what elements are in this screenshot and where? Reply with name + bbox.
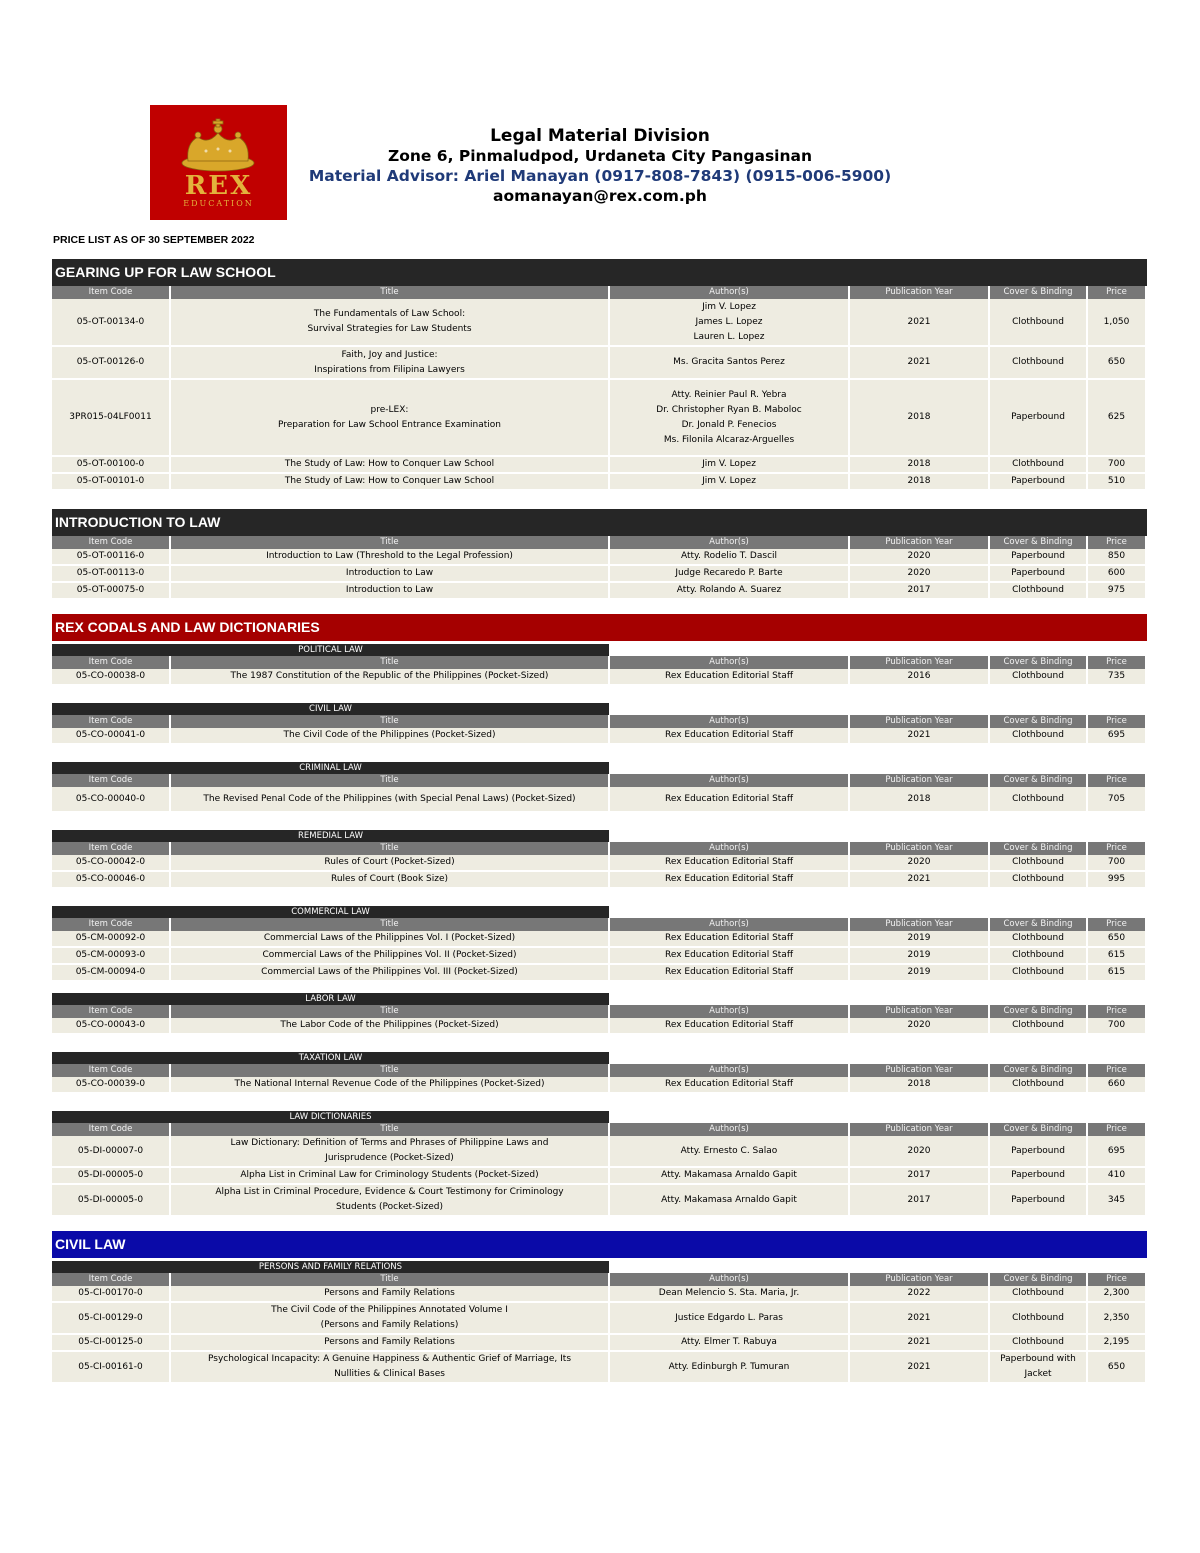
table-row <box>52 347 1145 380</box>
publication-year: 2021 <box>850 728 988 745</box>
table-row <box>52 1352 1145 1384</box>
col-publication-year: Publication Year <box>850 286 988 299</box>
title: The Study of Law: How to Conquer Law School <box>171 474 608 491</box>
authors: Rex Education Editorial Staff <box>610 948 848 965</box>
table-row <box>52 549 1145 566</box>
price: 735 <box>1088 669 1145 686</box>
title: The Civil Code of the Philippines Annotated Volume I (Persons and Family Relations) <box>171 1303 608 1335</box>
cover-binding: Paperbound <box>990 1168 1086 1185</box>
table-row <box>52 474 1145 491</box>
col-authors: Author(s) <box>610 1064 848 1077</box>
title: Introduction to Law <box>171 583 608 600</box>
table-row <box>52 583 1145 600</box>
item-code: 05-CO-00038-0 <box>52 669 169 686</box>
price: 2,300 <box>1088 1286 1145 1303</box>
col-item-code: Item Code <box>52 1123 169 1136</box>
col-price: Price <box>1088 656 1145 669</box>
authors: Dean Melencio S. Sta. Maria, Jr. <box>610 1286 848 1303</box>
address: Zone 6, Pinmaludpod, Urdaneta City Pangasinan <box>387 147 813 165</box>
item-code: 05-CI-00129-0 <box>52 1303 169 1335</box>
table-labor-law <box>50 1005 1147 1035</box>
table-criminal-law <box>50 774 1147 813</box>
col-price: Price <box>1088 1123 1145 1136</box>
price-list-date: PRICE LIST AS OF 30 SEPTEMBER 2022 <box>53 234 255 246</box>
title: Persons and Family Relations <box>171 1286 608 1303</box>
title: pre-LEX: Preparation for Law School Entrance Examination <box>171 380 608 457</box>
subsection-taxation-law: TAXATION LAW <box>52 1052 609 1064</box>
authors: Ms. Gracita Santos Perez <box>610 347 848 380</box>
col-title: Title <box>171 842 608 855</box>
cover-binding: Clothbound <box>990 583 1086 600</box>
item-code: 05-CI-00161-0 <box>52 1352 169 1384</box>
publication-year: 2020 <box>850 566 988 583</box>
authors: Rex Education Editorial Staff <box>610 1077 848 1094</box>
col-authors: Author(s) <box>610 1273 848 1286</box>
cover-binding: Clothbound <box>990 965 1086 982</box>
authors: Rex Education Editorial Staff <box>610 965 848 982</box>
price: 650 <box>1088 1352 1145 1384</box>
title: The National Internal Revenue Code of the Philippines (Pocket-Sized) <box>171 1077 608 1094</box>
header-row <box>52 1123 1145 1136</box>
col-title: Title <box>171 1123 608 1136</box>
price: 700 <box>1088 1018 1145 1035</box>
col-price: Price <box>1088 715 1145 728</box>
col-title: Title <box>171 1273 608 1286</box>
col-publication-year: Publication Year <box>850 1064 988 1077</box>
cover-binding: Clothbound <box>990 347 1086 380</box>
publication-year: 2021 <box>850 347 988 380</box>
publication-year: 2021 <box>850 1303 988 1335</box>
publication-year: 2021 <box>850 1335 988 1352</box>
col-cover-binding: Cover & Binding <box>990 842 1086 855</box>
cover-binding: Clothbound <box>990 855 1086 872</box>
price: 2,195 <box>1088 1335 1145 1352</box>
authors: Atty. Rodelio T. Dascil <box>610 549 848 566</box>
table-law-dictionaries <box>50 1123 1147 1217</box>
authors: Rex Education Editorial Staff <box>610 872 848 889</box>
authors: Atty. Makamasa Arnaldo Gapit <box>610 1185 848 1217</box>
header-row <box>52 1005 1145 1018</box>
table-persons-family <box>50 1273 1147 1384</box>
table-row <box>52 566 1145 583</box>
col-authors: Author(s) <box>610 1005 848 1018</box>
publication-year: 2022 <box>850 1286 988 1303</box>
col-publication-year: Publication Year <box>850 536 988 549</box>
item-code: 05-CO-00040-0 <box>52 787 169 813</box>
item-code: 05-CO-00041-0 <box>52 728 169 745</box>
authors: Atty. Ernesto C. Salao <box>610 1136 848 1168</box>
price: 700 <box>1088 457 1145 474</box>
table-intro <box>50 536 1147 600</box>
table-row <box>52 1286 1145 1303</box>
col-cover-binding: Cover & Binding <box>990 1273 1086 1286</box>
price: 650 <box>1088 931 1145 948</box>
table-row <box>52 669 1145 686</box>
authors: Atty. Reinier Paul R. Yebra Dr. Christopher Ryan B. Maboloc Dr. Jonald P. Fenecios Ms. Filonila Alcaraz-Arguelles <box>610 380 848 457</box>
header-row <box>52 774 1145 787</box>
price: 850 <box>1088 549 1145 566</box>
item-code: 05-CM-00093-0 <box>52 948 169 965</box>
subsection-labor-law: LABOR LAW <box>52 993 609 1005</box>
price: 615 <box>1088 948 1145 965</box>
title: Law Dictionary: Definition of Terms and Phrases of Philippine Laws and Jurisprudence (Pocket-Sized) <box>171 1136 608 1168</box>
table-row <box>52 1077 1145 1094</box>
col-publication-year: Publication Year <box>850 715 988 728</box>
section-title-intro: INTRODUCTION TO LAW <box>52 509 1147 536</box>
table-row <box>52 1168 1145 1185</box>
table-row <box>52 457 1145 474</box>
title: Faith, Joy and Justice: Inspirations from Filipina Lawyers <box>171 347 608 380</box>
publication-year: 2018 <box>850 1077 988 1094</box>
section-title-codals: REX CODALS AND LAW DICTIONARIES <box>52 614 1147 641</box>
authors: Jim V. Lopez <box>610 457 848 474</box>
item-code: 05-OT-00075-0 <box>52 583 169 600</box>
price: 705 <box>1088 787 1145 813</box>
price: 695 <box>1088 1136 1145 1168</box>
subsection-remedial-law: REMEDIAL LAW <box>52 830 609 842</box>
cover-binding: Clothbound <box>990 669 1086 686</box>
cover-binding: Paperbound <box>990 1136 1086 1168</box>
table-row <box>52 728 1145 745</box>
authors: Rex Education Editorial Staff <box>610 1018 848 1035</box>
email: aomanayan@rex.com.ph <box>493 187 707 205</box>
price: 2,350 <box>1088 1303 1145 1335</box>
publication-year: 2018 <box>850 380 988 457</box>
publication-year: 2017 <box>850 583 988 600</box>
price-list <box>52 259 1147 1384</box>
col-cover-binding: Cover & Binding <box>990 536 1086 549</box>
table-row <box>52 1136 1145 1168</box>
price: 650 <box>1088 347 1145 380</box>
table-row <box>52 787 1145 813</box>
authors: Jim V. Lopez James L. Lopez Lauren L. Lopez <box>610 299 848 347</box>
col-authors: Author(s) <box>610 536 848 549</box>
header-row <box>52 918 1145 931</box>
price: 995 <box>1088 872 1145 889</box>
title: Commercial Laws of the Philippines Vol. III (Pocket-Sized) <box>171 965 608 982</box>
subsection-commercial-law: COMMERCIAL LAW <box>52 906 609 918</box>
table-remedial-law <box>50 842 1147 889</box>
price: 410 <box>1088 1168 1145 1185</box>
cover-binding: Clothbound <box>990 299 1086 347</box>
item-code: 05-CI-00125-0 <box>52 1335 169 1352</box>
col-authors: Author(s) <box>610 774 848 787</box>
publication-year: 2021 <box>850 1352 988 1384</box>
title: The Fundamentals of Law School: Survival Strategies for Law Students <box>171 299 608 347</box>
col-publication-year: Publication Year <box>850 1123 988 1136</box>
title: Alpha List in Criminal Law for Criminology Students (Pocket-Sized) <box>171 1168 608 1185</box>
price: 625 <box>1088 380 1145 457</box>
title: Persons and Family Relations <box>171 1335 608 1352</box>
title: Introduction to Law <box>171 566 608 583</box>
table-row <box>52 931 1145 948</box>
title: The Civil Code of the Philippines (Pocket-Sized) <box>171 728 608 745</box>
header-row <box>52 286 1145 299</box>
item-code: 05-OT-00134-0 <box>52 299 169 347</box>
col-authors: Author(s) <box>610 715 848 728</box>
table-row <box>52 1303 1145 1335</box>
col-title: Title <box>171 918 608 931</box>
col-cover-binding: Cover & Binding <box>990 1064 1086 1077</box>
authors: Rex Education Editorial Staff <box>610 931 848 948</box>
price: 1,050 <box>1088 299 1145 347</box>
section-title-gearing: GEARING UP FOR LAW SCHOOL <box>52 259 1147 286</box>
subsection-criminal-law: CRIMINAL LAW <box>52 762 609 774</box>
table-row <box>52 872 1145 889</box>
publication-year: 2019 <box>850 965 988 982</box>
cover-binding: Clothbound <box>990 948 1086 965</box>
cover-binding: Clothbound <box>990 787 1086 813</box>
price: 700 <box>1088 855 1145 872</box>
col-cover-binding: Cover & Binding <box>990 918 1086 931</box>
col-price: Price <box>1088 1005 1145 1018</box>
col-item-code: Item Code <box>52 286 169 299</box>
col-cover-binding: Cover & Binding <box>990 774 1086 787</box>
cover-binding: Clothbound <box>990 728 1086 745</box>
authors: Atty. Rolando A. Suarez <box>610 583 848 600</box>
authors: Judge Recaredo P. Barte <box>610 566 848 583</box>
price: 345 <box>1088 1185 1145 1217</box>
authors: Rex Education Editorial Staff <box>610 728 848 745</box>
publication-year: 2020 <box>850 1136 988 1168</box>
col-item-code: Item Code <box>52 656 169 669</box>
item-code: 05-CO-00046-0 <box>52 872 169 889</box>
col-item-code: Item Code <box>52 774 169 787</box>
col-price: Price <box>1088 286 1145 299</box>
col-title: Title <box>171 715 608 728</box>
col-cover-binding: Cover & Binding <box>990 286 1086 299</box>
col-item-code: Item Code <box>52 715 169 728</box>
title: Introduction to Law (Threshold to the Legal Profession) <box>171 549 608 566</box>
col-price: Price <box>1088 774 1145 787</box>
authors: Atty. Edinburgh P. Tumuran <box>610 1352 848 1384</box>
price: 600 <box>1088 566 1145 583</box>
cover-binding: Paperbound <box>990 566 1086 583</box>
header-block <box>290 126 910 206</box>
col-item-code: Item Code <box>52 536 169 549</box>
logo-wordmark: REX <box>184 171 253 201</box>
publication-year: 2021 <box>850 299 988 347</box>
col-authors: Author(s) <box>610 656 848 669</box>
cover-binding: Clothbound <box>990 872 1086 889</box>
material-advisor: Material Advisor: Ariel Manayan (0917-808-7843) (0915-006-5900) <box>308 167 892 185</box>
table-gearing <box>50 286 1147 491</box>
col-authors: Author(s) <box>610 842 848 855</box>
col-cover-binding: Cover & Binding <box>990 715 1086 728</box>
col-publication-year: Publication Year <box>850 774 988 787</box>
cover-binding: Clothbound <box>990 931 1086 948</box>
item-code: 05-CO-00039-0 <box>52 1077 169 1094</box>
authors: Rex Education Editorial Staff <box>610 855 848 872</box>
col-cover-binding: Cover & Binding <box>990 1123 1086 1136</box>
price: 615 <box>1088 965 1145 982</box>
col-publication-year: Publication Year <box>850 842 988 855</box>
table-row <box>52 855 1145 872</box>
cover-binding: Paperbound <box>990 474 1086 491</box>
col-publication-year: Publication Year <box>850 1273 988 1286</box>
header-row <box>52 715 1145 728</box>
division-title: Legal Material Division <box>490 126 710 146</box>
item-code: 05-DI-00007-0 <box>52 1136 169 1168</box>
table-row <box>52 965 1145 982</box>
price: 695 <box>1088 728 1145 745</box>
col-item-code: Item Code <box>52 842 169 855</box>
col-authors: Author(s) <box>610 1123 848 1136</box>
title: Psychological Incapacity: A Genuine Happiness & Authentic Grief of Marriage, Its Nullities & Clinical Bases <box>171 1352 608 1384</box>
publication-year: 2018 <box>850 457 988 474</box>
subsection-persons-family: PERSONS AND FAMILY RELATIONS <box>52 1261 609 1273</box>
col-title: Title <box>171 1064 608 1077</box>
subsection-political-law: POLITICAL LAW <box>52 644 609 656</box>
publication-year: 2019 <box>850 948 988 965</box>
col-cover-binding: Cover & Binding <box>990 656 1086 669</box>
authors: Atty. Makamasa Arnaldo Gapit <box>610 1168 848 1185</box>
title: Rules of Court (Pocket-Sized) <box>171 855 608 872</box>
item-code: 05-DI-00005-0 <box>52 1185 169 1217</box>
cover-binding: Paperbound with Jacket <box>990 1352 1086 1384</box>
title: Commercial Laws of the Philippines Vol. II (Pocket-Sized) <box>171 948 608 965</box>
authors: Rex Education Editorial Staff <box>610 787 848 813</box>
subsection-law-dictionaries: LAW DICTIONARIES <box>52 1111 609 1123</box>
title: The Revised Penal Code of the Philippines (with Special Penal Laws) (Pocket-Sized) <box>171 787 608 813</box>
col-price: Price <box>1088 918 1145 931</box>
authors: Rex Education Editorial Staff <box>610 669 848 686</box>
cover-binding: Paperbound <box>990 1185 1086 1217</box>
item-code: 05-OT-00116-0 <box>52 549 169 566</box>
col-item-code: Item Code <box>52 918 169 931</box>
title: The Labor Code of the Philippines (Pocket-Sized) <box>171 1018 608 1035</box>
item-code: 05-OT-00113-0 <box>52 566 169 583</box>
publication-year: 2018 <box>850 474 988 491</box>
title: The Study of Law: How to Conquer Law School <box>171 457 608 474</box>
publication-year: 2016 <box>850 669 988 686</box>
price: 975 <box>1088 583 1145 600</box>
col-cover-binding: Cover & Binding <box>990 1005 1086 1018</box>
col-item-code: Item Code <box>52 1005 169 1018</box>
col-price: Price <box>1088 842 1145 855</box>
authors: Jim V. Lopez <box>610 474 848 491</box>
item-code: 3PR015-04LF0011 <box>52 380 169 457</box>
col-title: Title <box>171 286 608 299</box>
publication-year: 2020 <box>850 1018 988 1035</box>
col-authors: Author(s) <box>610 918 848 931</box>
price: 510 <box>1088 474 1145 491</box>
cover-binding: Clothbound <box>990 1286 1086 1303</box>
cover-binding: Clothbound <box>990 457 1086 474</box>
item-code: 05-CM-00092-0 <box>52 931 169 948</box>
item-code: 05-CO-00042-0 <box>52 855 169 872</box>
item-code: 05-DI-00005-0 <box>52 1168 169 1185</box>
cover-binding: Paperbound <box>990 549 1086 566</box>
section-title-civil-law: CIVIL LAW <box>52 1231 1147 1258</box>
table-taxation-law <box>50 1064 1147 1094</box>
item-code: 05-CI-00170-0 <box>52 1286 169 1303</box>
col-publication-year: Publication Year <box>850 1005 988 1018</box>
table-political-law <box>50 656 1147 686</box>
col-item-code: Item Code <box>52 1064 169 1077</box>
cover-binding: Clothbound <box>990 1018 1086 1035</box>
title: Rules of Court (Book Size) <box>171 872 608 889</box>
logo-subtext: EDUCATION <box>183 199 254 208</box>
publication-year: 2020 <box>850 855 988 872</box>
price: 660 <box>1088 1077 1145 1094</box>
col-price: Price <box>1088 536 1145 549</box>
cover-binding: Paperbound <box>990 380 1086 457</box>
cover-binding: Clothbound <box>990 1303 1086 1335</box>
header-row <box>52 656 1145 669</box>
col-title: Title <box>171 656 608 669</box>
publication-year: 2017 <box>850 1185 988 1217</box>
authors: Justice Edgardo L. Paras <box>610 1303 848 1335</box>
col-publication-year: Publication Year <box>850 918 988 931</box>
title: Commercial Laws of the Philippines Vol. I (Pocket-Sized) <box>171 931 608 948</box>
table-row <box>52 1185 1145 1217</box>
publication-year: 2017 <box>850 1168 988 1185</box>
header-row <box>52 536 1145 549</box>
col-title: Title <box>171 774 608 787</box>
col-authors: Author(s) <box>610 286 848 299</box>
publication-year: 2020 <box>850 549 988 566</box>
col-title: Title <box>171 536 608 549</box>
cover-binding: Clothbound <box>990 1335 1086 1352</box>
header-row <box>52 1064 1145 1077</box>
table-row <box>52 380 1145 457</box>
table-commercial-law <box>50 918 1147 982</box>
col-title: Title <box>171 1005 608 1018</box>
header-row <box>52 1273 1145 1286</box>
authors: Atty. Elmer T. Rabuya <box>610 1335 848 1352</box>
table-row <box>52 948 1145 965</box>
item-code: 05-CO-00043-0 <box>52 1018 169 1035</box>
col-publication-year: Publication Year <box>850 656 988 669</box>
cover-binding: Clothbound <box>990 1077 1086 1094</box>
col-price: Price <box>1088 1273 1145 1286</box>
item-code: 05-OT-00101-0 <box>52 474 169 491</box>
table-row <box>52 299 1145 347</box>
header-row <box>52 842 1145 855</box>
title: The 1987 Constitution of the Republic of the Philippines (Pocket-Sized) <box>171 669 608 686</box>
table-row <box>52 1018 1145 1035</box>
item-code: 05-CM-00094-0 <box>52 965 169 982</box>
col-item-code: Item Code <box>52 1273 169 1286</box>
publication-year: 2019 <box>850 931 988 948</box>
publication-year: 2018 <box>850 787 988 813</box>
item-code: 05-OT-00100-0 <box>52 457 169 474</box>
rex-education-logo <box>150 105 287 220</box>
table-row <box>52 1335 1145 1352</box>
item-code: 05-OT-00126-0 <box>52 347 169 380</box>
table-civil-law <box>50 715 1147 745</box>
publication-year: 2021 <box>850 872 988 889</box>
title: Alpha List in Criminal Procedure, Evidence & Court Testimony for Criminology Students (Pocket-Sized) <box>171 1185 608 1217</box>
col-price: Price <box>1088 1064 1145 1077</box>
subsection-civil-law: CIVIL LAW <box>52 703 609 715</box>
